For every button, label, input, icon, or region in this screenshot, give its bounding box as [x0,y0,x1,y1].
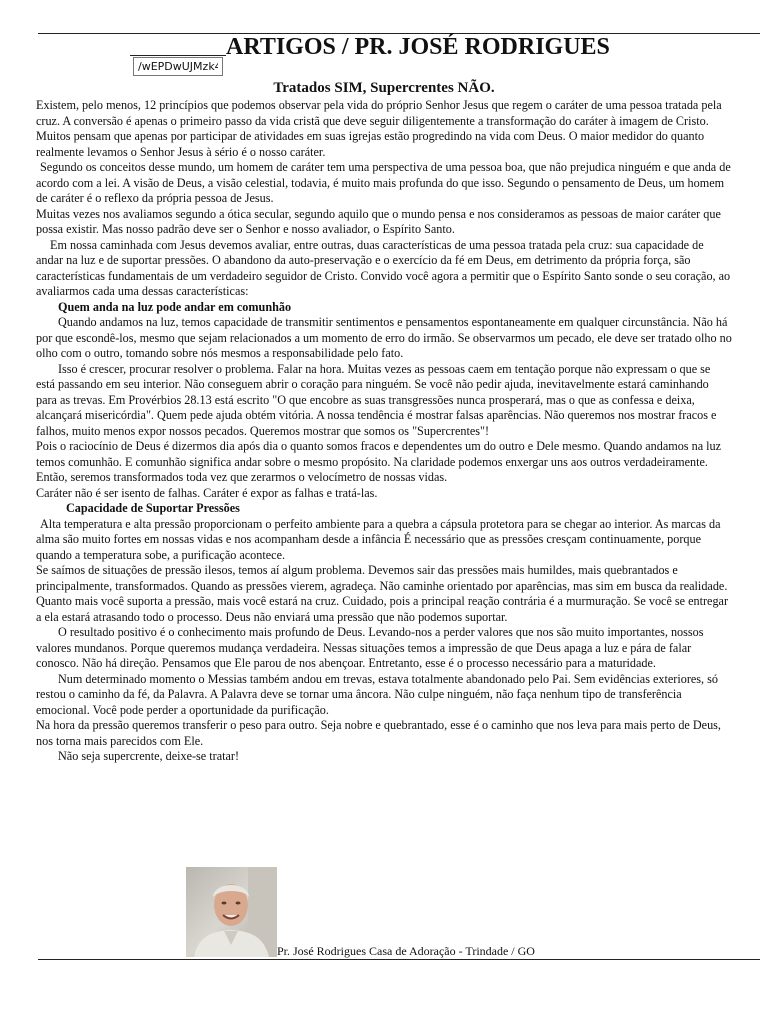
paragraph-13: Na hora da pressão queremos transferir o peso para outro. Seja nobre e quebrantado, esse é o caminho que nos leva para mais perto de Deus, nos torna mais parecidos com Ele. [36,718,721,748]
hidden-state-field[interactable] [133,57,223,76]
paragraph-4: Em nossa caminhada com Jesus devemos avaliar, entre outras, duas características de uma pessoa tratada pela cruz: sua capacidade de andar na luz e de suportar pressões. O abandono da auto-preservação e o exercício da fé em Deus, em detrimento da própria força, são características fundamentais de um verdadeiro seguidor de Cristo. Convido você agora a permitir que o Espírito Santo sonde o seu coração, ao avaliarmos cada uma dessas características: [36,237,731,298]
section-heading-light: Quem anda na luz pode andar em comunhão [58,299,292,314]
section-heading-pressure: Capacidade de Suportar Pressões [66,501,240,515]
paragraph-6: Isso é crescer, procurar resolver o problema. Falar na hora. Muitas vezes as pessoas caem em tentação porque não expressam o que se está passando em seu interior. Não conseguem abrir o coração para ninguém. Se você não pedir ajuda, inevitavelmente estará caminhando para as trevas. Em Provérbios 28.13 está escrito "O que encobre as suas transgressões nunca prosperará, mas o que as confessa e deixa, alcançará misericórdia". Quem pede ajuda obtém vitória. A nossa tendência é mostrar falsas aparências. Não queremos nos mostrar fracos e falhos, muito menos expor nossos pecados. Queremos mostrar que somos os "Supercrentes"! [36,361,717,438]
paragraph-8: Caráter não é ser isento de falhas. Caráter é expor as falhas e tratá-las. [36,485,378,500]
paragraph-9: Alta temperatura e alta pressão proporcionam o perfeito ambiente para a quebra a cápsula protetora para se chegar ao interior. As marcas da alma são muito fortes em nossas vidas e nos acompanham desde a infância É necessário que as pressões cresçam continuamente, porque quando a temperatura sobe, a purificação acontece. [36,516,721,562]
paragraph-14: Não seja supercrente, deixe-se tratar! [58,749,240,763]
paragraph-10: Se saímos de situações de pressão ilesos, temos aí algum problema. Devemos sair das pressões mais humildes, mais quebrantados e principalmente, transformados. Quando as pressões vierem, agradeça. Não caminhe orientado por aparências, mas sim em busca da realidade. Quanto mais você suporta a pressão, mais você estará na cruz. Cuidado, pois a principal reação contrária é a murmuração. Se você se entregar a ela estará atrasando todo o processo. Deus não enviará uma pressão que não podemos suportar. [36,563,729,624]
masthead-title: ARTIGOS / PR. JOSÉ RODRIGUES [226,34,610,60]
article-body [36,98,732,765]
paragraph-2: Segundo os conceitos desse mundo, um homem de caráter tem uma perspectiva de uma pessoa boa, que não prejudica ninguém e que anda de acordo com a lei. A visão de Deus, a visão celestial, todavia, é muito mais profunda do que isso. Segundo o pensamento de Deus, um homem de caráter é o reflexo da própria pessoa de Jesus. [36,160,731,205]
header-underline [130,55,226,56]
paragraph-5: Quando andamos na luz, temos capacidade de transmitir sentimentos e pensamentos espontaneamente em qualquer circunstância. Não há por que escondê-los, mesmo que sejam relacionados a um momento de erro do irmão. Se observarmos um pecado, ele deve ser tratado olho no olho com o outro, tomando sobre nós mesmos a responsabilidade pelo fato. [36,315,732,360]
paragraph-3: Muitas vezes nos avaliamos segundo a ótica secular, segundo aquilo que o mundo pensa e nos consideramos as pessoas de maior caráter que possa existir. Mas nosso padrão deve ser o Senhor e nosso avaliador, o Espírito Santo. [36,206,721,236]
author-photo [186,867,277,957]
author-caption: Pr. José Rodrigues Casa de Adoração - Trindade / GO [277,944,535,958]
paragraph-12: Num determinado momento o Messias também andou em trevas, estava totalmente abandonado pelo Pai. Sem evidências exteriores, só restou o caminho da fé, da Palavra. A Palavra deve se tornar uma âncora. Não culpe ninguém, não faça nenhum tipo de transferência emocional. Você pode perder a oportunidade da purificação. [36,671,718,717]
paragraph-7: Pois o raciocínio de Deus é dizermos dia após dia o quanto somos fracos e dependentes um do outro e Dele mesmo. Quando andamos na luz temos comunhão. E comunhão significa andar sobre o mesmo propósito. Na claridade podemos enxergar uns aos outros verdadeiramente. Então, seremos transformados toda vez que zerarmos o velocímetro de nossas vidas. [36,439,722,484]
article-title: Tratados SIM, Supercrentes NÃO. [273,80,495,96]
paragraph-11: O resultado positivo é o conhecimento mais profundo de Deus. Levando-nos a perder valores que nos são muito importantes, nossos valores mundanos. Porque queremos mudança verdadeira. Nessas situações temos a impressão de que Deus apaga a luz e pára de falar conosco. Não há direção. Pensamos que Ele parou de nos abençoar. Entretanto, esse é o processo necessário para a maturidade. [36,625,704,670]
paragraph-1: Existem, pelo menos, 12 princípios que podemos observar pela vida do próprio Senhor Jesus que regem o caráter de uma pessoa tratada pela cruz. A conversão é apenas o primeiro passo da vida cristã que deve seguir diligentemente a transformação do caráter à imagem de Cristo. Muitos pensam que apenas por participar de atividades em suas igrejas estão progredindo na vida com Deus. O maior medidor do quanto realmente levamos o Senhor Jesus à sério é o nosso caráter. [36,98,722,159]
bottom-divider [38,959,760,960]
